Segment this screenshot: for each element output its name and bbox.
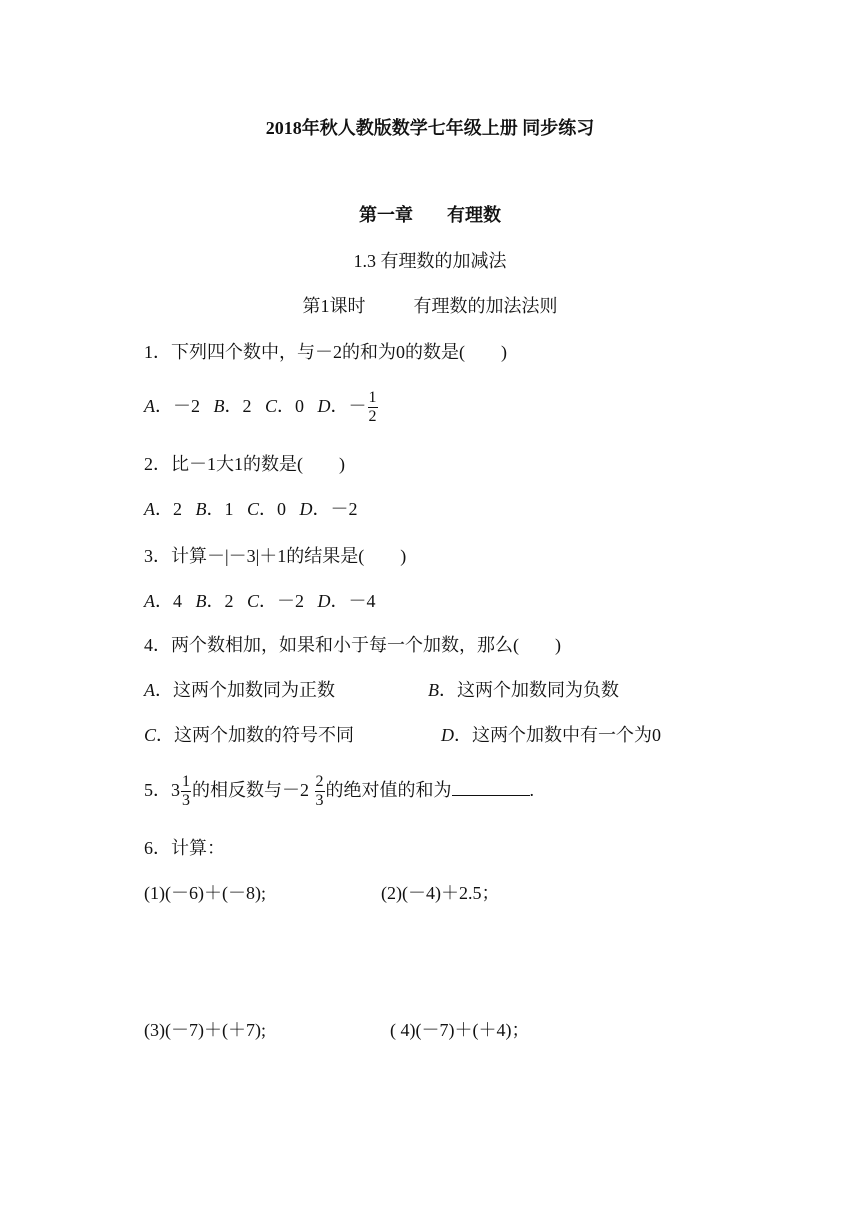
chapter-name: 有理数	[447, 205, 501, 225]
lesson-label: 第1课时	[302, 296, 366, 316]
question-4-option-c: C．这两个加数的符号不同	[144, 725, 355, 745]
question-3: 3．计算－|－3|＋1的结果是( )	[144, 546, 407, 566]
fraction-two-thirds: $\frac{2}{3}$	[315, 773, 324, 810]
fraction-one-third: $\frac{1}{3}$	[182, 773, 190, 810]
answer-blank[interactable]	[452, 777, 530, 796]
lesson-heading	[0, 294, 860, 318]
fraction-one-half: $\frac{1}{2}$	[368, 389, 377, 426]
calc-item-3: (3)(－7)＋(＋7);	[144, 1020, 266, 1040]
calc-item-4: ( 4)(－7)＋(＋4)；	[390, 1020, 530, 1040]
question-1: 1．下列四个数中，与－2的和为0的数是( )	[144, 342, 507, 362]
question-4-option-b: B．这两个加数同为负数	[428, 680, 619, 700]
chapter-heading	[0, 203, 860, 227]
calc-item-1: (1)(－6)＋(－8);	[144, 883, 266, 903]
question-1-options: A．－2 B．2 C．0 D．－ $\frac{1}{2}$	[144, 389, 377, 426]
lesson-name: 有理数的加法法则	[413, 296, 558, 316]
calc-item-2: (2)(－4)＋2.5；	[381, 883, 500, 903]
section-heading: 1.3 有理数的加减法	[353, 251, 507, 271]
document-title: 2018年秋人教版数学七年级上册 同步练习	[265, 118, 595, 138]
question-3-options: A．4 B．2 C．－2 D．－4	[144, 591, 376, 611]
question-2: 2．比－1大1的数是( )	[144, 454, 345, 474]
question-4: 4．两个数相加，如果和小于每一个加数，那么( )	[144, 635, 561, 655]
question-2-options: A．2 B．1 C．0 D．－2	[144, 499, 358, 519]
chapter-label: 第一章	[359, 205, 413, 225]
question-5: 5．3 $\frac{1}{3}$ 的相反数与－2 $\frac{2}{3}$ 的绝对值的和为 .	[144, 773, 534, 810]
question-4-option-a: A．这两个加数同为正数	[144, 680, 335, 700]
question-4-option-d: D．这两个加数中有一个为0	[441, 725, 661, 745]
question-6: 6．计算：	[144, 838, 225, 858]
